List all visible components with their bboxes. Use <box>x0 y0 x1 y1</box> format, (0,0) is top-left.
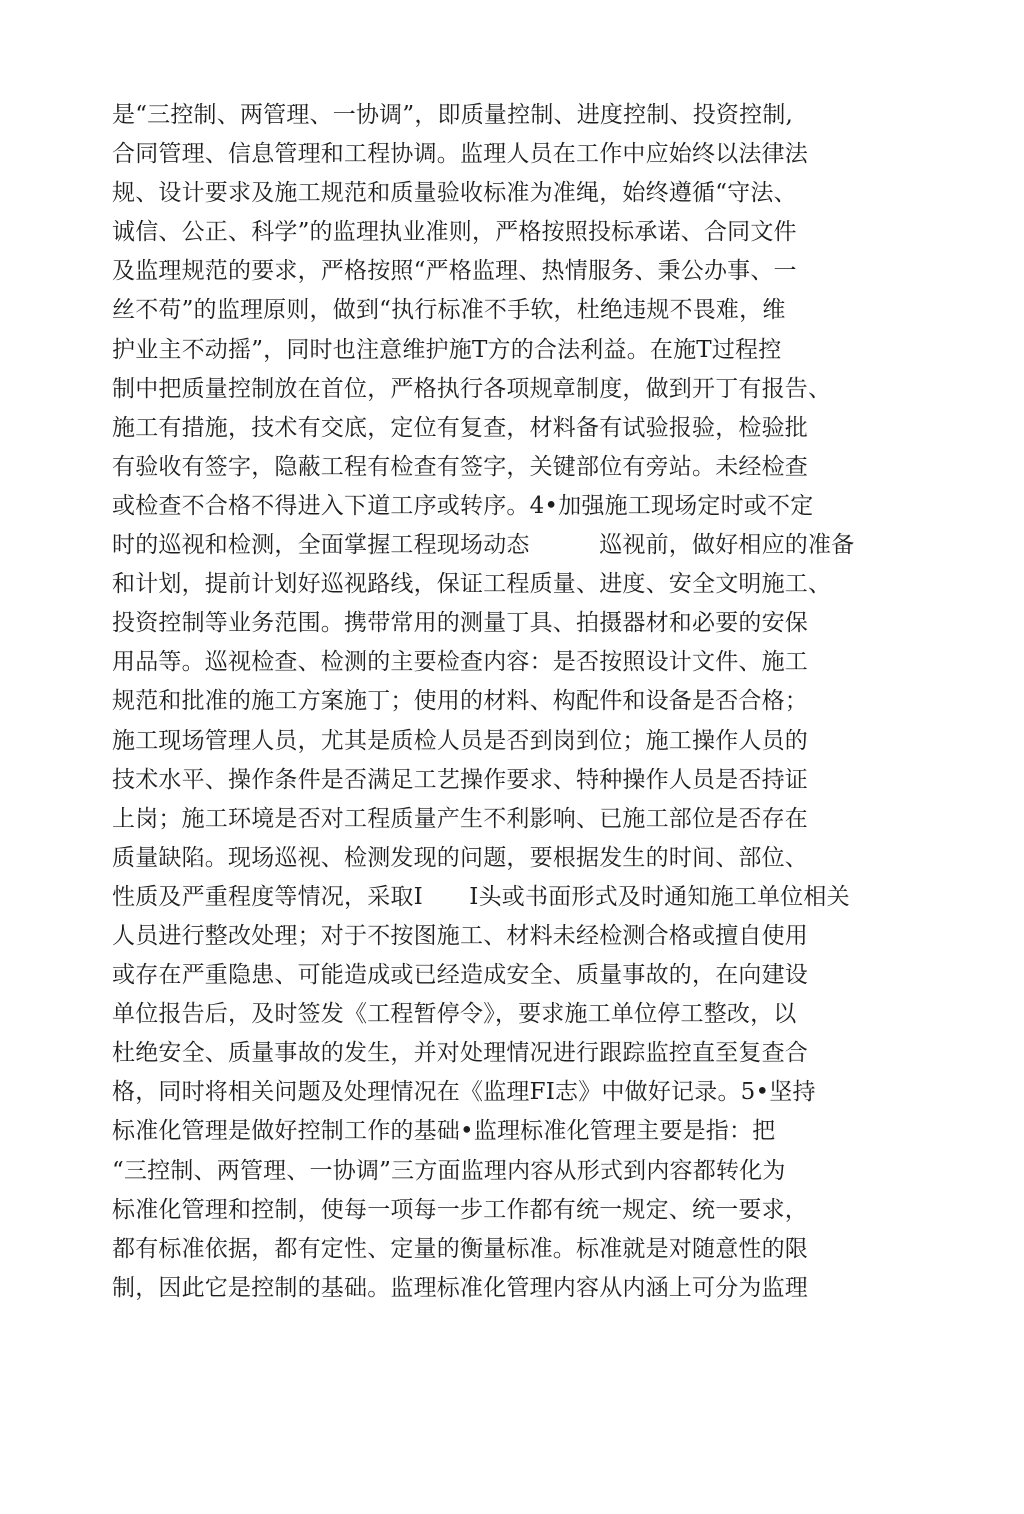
text-line-30: 都有标准依据，都有定性、定量的衡量标准。标准就是对随意性的限 <box>112 1235 808 1262</box>
text-line-5: 及监理规范的要求，严格按照“严格监理、热情服务、秉公办事、一 <box>112 258 797 285</box>
text-line-31: 制，因此它是控制的基础。监理标准化管理内容从内涵上可分为监理 <box>112 1274 808 1301</box>
text-line-24: 单位报告后，及时签发《工程暂停令》，要求施工单位停工整改，以 <box>112 1001 797 1028</box>
text-line-19: 上岗；施工环境是否对工程质量产生不利影响、已施工部位是否存在 <box>112 805 808 832</box>
text-line-1: 是“三控制、两管理、一协调”，即质量控制、进度控制、投资控制, <box>112 102 794 128</box>
text-line-23: 或存在严重隐患、可能造成或已经造成安全、质量事故的，在向建设 <box>112 962 808 989</box>
body-text <box>112 96 932 1308</box>
text-line-22: 人员进行整改处理；对于不按图施工、材料未经检测合格或擅自使用 <box>112 922 808 949</box>
text-line-16: 规范和批准的施工方案施丁；使用的材料、构配件和设备是否合格； <box>112 688 808 715</box>
text-line-6: 丝不苟”的监理原则，做到“执行标准不手软，杜绝违规不畏难，维 <box>112 297 786 324</box>
text-line-2: 合同管理、信息管理和工程协调。监理人员在工作中应始终以法律法 <box>112 141 808 168</box>
text-line-15: 用品等。巡视检查、检测的主要检查内容：是否按照设计文件、施工 <box>112 649 808 676</box>
text-line-20: 质量缺陷。现场巡视、检测发现的问题，要根据发生的时间、部位、 <box>112 844 808 871</box>
text-line-7: 护业主不动摇”，同时也注意维护施T方的合法利益。在施T过程控 <box>112 336 782 363</box>
text-line-9: 施工有措施，技术有交底，定位有复查，材料备有试验报验，检验批 <box>112 414 808 441</box>
text-line-4: 诚信、公正、科学”的监理执业准则，严格按照投标承诺、合同文件 <box>112 219 797 246</box>
text-line-3: 规、设计要求及施工规范和质量验收标准为准绳，始终遵循“守法、 <box>112 180 797 207</box>
text-line-13: 和计划，提前计划好巡视路线，保证工程质量、进度、安全文明施工、 <box>112 571 832 598</box>
text-line-21: 性质及严重程度等情况，采取I I头或书面形式及时通知施工单位相关 <box>112 883 850 910</box>
text-line-14: 投资控制等业务范围。携带常用的测量丁具、拍摄器材和必要的安保 <box>112 610 808 637</box>
text-line-17: 施工现场管理人员，尤其是质检人员是否到岗到位；施工操作人员的 <box>112 727 808 754</box>
text-line-11: 或检查不合格不得进入下道工序或转序。4•加强施工现场定时或不定 <box>112 492 814 519</box>
text-line-8: 制中把质量控制放在首位，严格执行各项规章制度，做到开丁有报告、 <box>112 375 832 402</box>
text-line-26: 格，同时将相关问题及处理情况在《监理FI志》中做好记录。5•坚持 <box>112 1079 816 1106</box>
text-line-27: 标准化管理是做好控制工作的基础•监理标准化管理主要是指：把 <box>112 1118 776 1145</box>
text-line-12: 时的巡视和检测，全面掌握工程现场动态 巡视前，做好相应的准备 <box>112 532 855 559</box>
text-line-28: “三控制、两管理、一协调”三方面监理内容从形式到内容都转化为 <box>112 1157 786 1184</box>
text-line-18: 技术水平、操作条件是否满足工艺操作要求、特种操作人员是否持证 <box>112 766 808 793</box>
text-line-25: 杜绝安全、质量事故的发生，并对处理情况进行跟踪监控直至复查合 <box>112 1040 808 1067</box>
text-line-29: 标准化管理和控制，使每一项每一步工作都有统一规定、统一要求， <box>112 1196 808 1223</box>
text-line-10: 有验收有签字，隐蔽工程有检查有签字，关键部位有旁站。未经检查 <box>112 453 808 480</box>
